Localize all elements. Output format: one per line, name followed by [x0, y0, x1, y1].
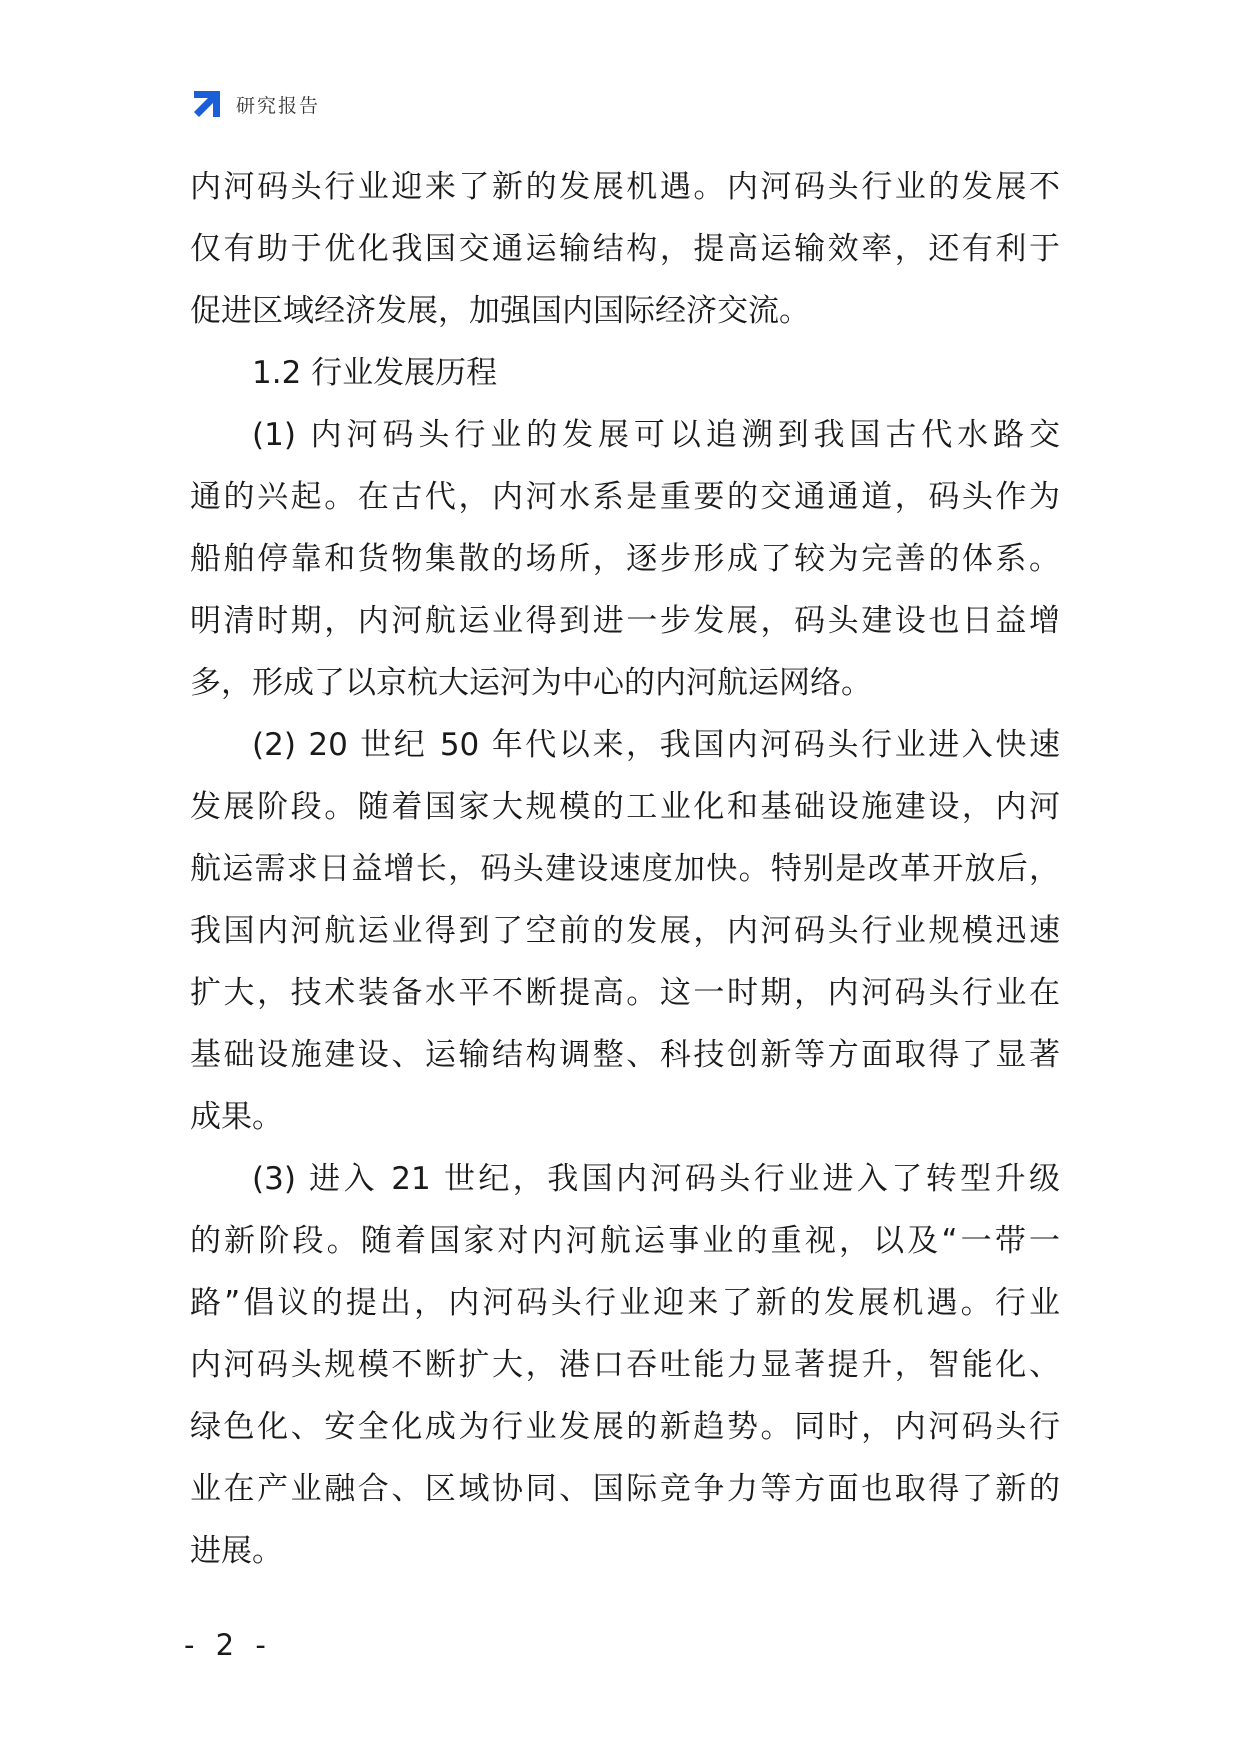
paragraph-line: 明清时期，内河航运业得到进一步发展，码头建设也日益增 [190, 603, 1060, 639]
paragraph-line: 路”倡议的提出，内河码头行业迎来了新的发展机遇。行业 [190, 1285, 1060, 1321]
page-number: - 2 - [184, 1628, 272, 1662]
document-body [190, 156, 1060, 1582]
section-heading: 1.2 行业发展历程 [252, 355, 498, 391]
paragraph-line: 船舶停靠和货物集散的场所，逐步形成了较为完善的体系。 [190, 541, 1060, 577]
paragraph-line: (1) 内河码头行业的发展可以追溯到我国古代水路交 [252, 417, 1060, 453]
paragraph-line: 扩大，技术装备水平不断提高。这一时期，内河码头行业在 [190, 975, 1060, 1011]
paragraph-line: 我国内河航运业得到了空前的发展，内河码头行业规模迅速 [190, 913, 1060, 949]
paragraph-line: (3) 进入 21 世纪，我国内河码头行业进入了转型升级 [252, 1161, 1060, 1197]
paragraph-line: 内河码头行业迎来了新的发展机遇。内河码头行业的发展不 [190, 169, 1060, 205]
paragraph-line: (2) 20 世纪 50 年代以来，我国内河码头行业进入快速 [252, 727, 1060, 763]
report-type-label: 研究报告 [236, 94, 321, 117]
paragraph-line: 多，形成了以京杭大运河为中心的内河航运网络。 [190, 665, 872, 701]
paragraph-line: 内河码头规模不断扩大，港口吞吐能力显著提升，智能化、 [190, 1347, 1060, 1383]
paragraph-line: 基础设施建设、运输结构调整、科技创新等方面取得了显著 [190, 1037, 1060, 1073]
paragraph-line: 业在产业融合、区域协同、国际竞争力等方面也取得了新的 [190, 1471, 1060, 1507]
arrow-up-right-icon [190, 87, 224, 121]
paragraph-line: 进展。 [190, 1533, 283, 1569]
paragraph-line: 促进区域经济发展，加强国内国际经济交流。 [190, 293, 810, 329]
paragraph-line: 成果。 [190, 1099, 283, 1135]
paragraph-line: 仅有助于优化我国交通运输结构，提高运输效率，还有利于 [190, 231, 1060, 267]
paragraph-line: 通的兴起。在古代，内河水系是重要的交通通道，码头作为 [190, 479, 1060, 515]
paragraph-line: 的新阶段。随着国家对内河航运事业的重视，以及“一带一 [190, 1223, 1060, 1259]
report-header [190, 86, 320, 122]
paragraph-line: 航运需求日益增长，码头建设速度加快。特别是改革开放后， [190, 851, 1060, 887]
paragraph-line: 绿色化、安全化成为行业发展的新趋势。同时，内河码头行 [190, 1409, 1060, 1445]
paragraph-line: 发展阶段。随着国家大规模的工业化和基础设施建设，内河 [190, 789, 1060, 825]
